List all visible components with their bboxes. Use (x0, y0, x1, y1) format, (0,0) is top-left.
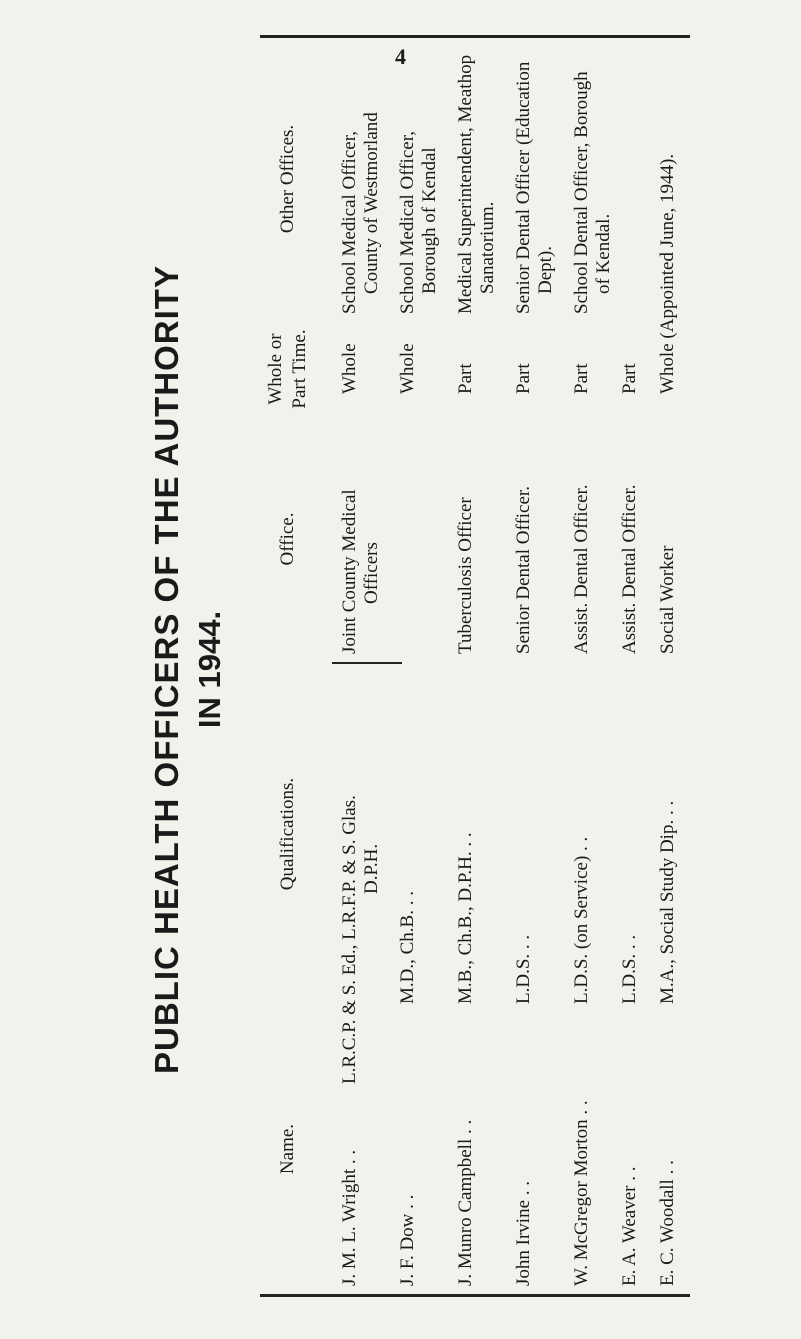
row-2-qualification: M.D., Ch.B. . . (397, 891, 418, 1004)
bracket-line (332, 662, 402, 664)
row-4-other-office-cont: Dept). (535, 245, 556, 294)
row-5-other-office: School Dental Officer, Borough (571, 71, 592, 314)
header-whole-or-part (264, 324, 312, 414)
row-3-office: Tuberculosis Officer (455, 497, 476, 654)
row-5-office: Assist. Dental Officer. (571, 484, 592, 654)
row-7-name: E. C. Woodall . . (657, 1160, 678, 1286)
row-1-qualification: L.R.C.P. & S. Ed., L.R.F.P. & S. Glas. (339, 795, 360, 1084)
row-7-qualification: M.A., Social Study Dip. . . (657, 800, 678, 1004)
header-whole-or-part-line1: Whole or (265, 333, 286, 405)
row-1-office: Joint County Medical (339, 489, 360, 654)
header-qualifications: Qualifications. (277, 777, 298, 891)
row-2-name: J. F. Dow . . (397, 1194, 418, 1286)
row-1-office-cont: Officers (361, 542, 382, 604)
row-1-other-office-cont: County of Westmorland (361, 112, 382, 294)
row-7-time: Whole (Appointed June, 1944). (657, 153, 678, 394)
row-4-time: Part (513, 363, 534, 394)
row-5-qualification: L.D.S. (on Service) . . (571, 836, 592, 1004)
row-5-other-office-cont: of Kendal. (593, 213, 614, 294)
row-4-office: Senior Dental Officer. (513, 486, 534, 654)
header-name: Name. (277, 1123, 298, 1175)
row-1-time: Whole (339, 343, 360, 394)
row-2-time: Whole (397, 343, 418, 394)
page-subtitle: IN 1944. (192, 610, 227, 729)
page-title: PUBLIC HEALTH OFFICERS OF THE AUTHORITY (148, 265, 185, 1074)
row-6-qualification: L.D.S. . . (619, 934, 640, 1004)
row-4-qualification: L.D.S. . . (513, 934, 534, 1004)
row-6-time: Part (619, 363, 640, 394)
row-1-name: J. M. L. Wright . . (339, 1149, 360, 1286)
row-6-office: Assist. Dental Officer. (619, 484, 640, 654)
page-number: 4 (395, 44, 406, 69)
row-3-time: Part (455, 363, 476, 394)
row-7-office: Social Worker (657, 545, 678, 654)
row-4-name: John Irvine . . (513, 1180, 534, 1286)
row-5-time: Part (571, 363, 592, 394)
row-2-other-office-cont: Borough of Kendal (419, 147, 440, 294)
row-6-name: E. A. Weaver . . (619, 1166, 640, 1286)
row-3-other-office: Medical Superintendent, Meathop (455, 54, 476, 314)
row-2-other-office: School Medical Officer, (397, 130, 418, 314)
header-office: Office. (277, 512, 298, 566)
row-3-name: J. Munro Campbell . . (455, 1119, 476, 1286)
row-4-other-office: Senior Dental Officer (Education (513, 61, 534, 314)
row-3-other-office-cont: Sanatorium. (477, 201, 498, 294)
row-3-qualification: M.B., Ch.B., D.P.H. . . (455, 832, 476, 1004)
header-whole-or-part-line2: Part Time. (289, 329, 310, 409)
row-1-qualification-cont: D.P.H. (361, 843, 382, 894)
row-1-other-office: School Medical Officer, (339, 130, 360, 314)
officers-table (260, 35, 690, 1297)
row-5-name: W. McGregor Morton . . (571, 1100, 592, 1286)
header-other-offices: Other Offices. (277, 124, 298, 234)
